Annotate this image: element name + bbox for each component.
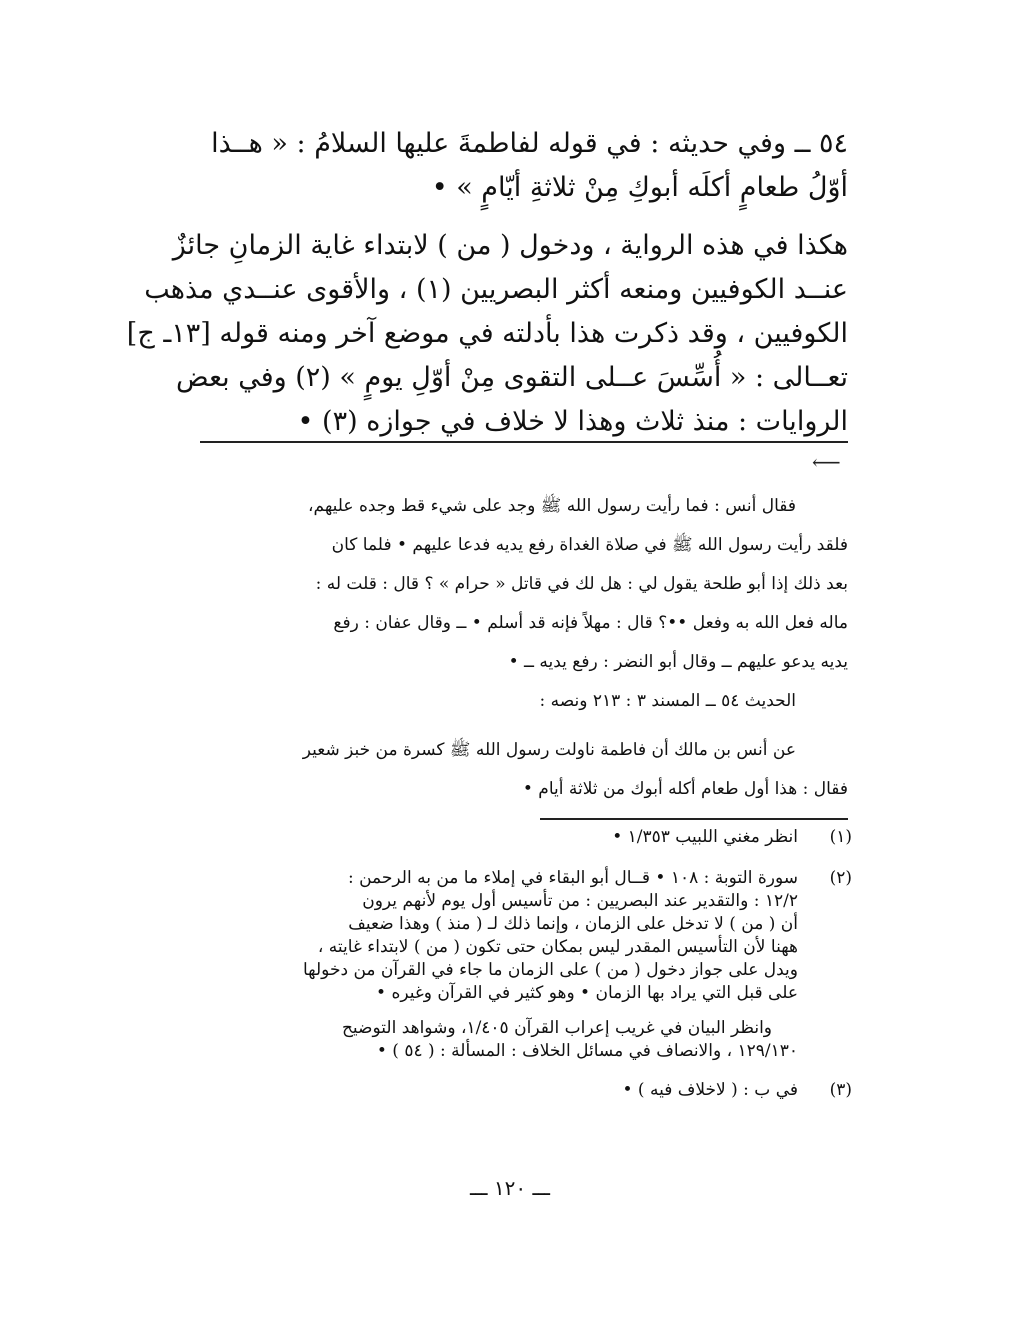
footnote — [200, 826, 852, 849]
hadith-line: فقال : هذا أول طعام أكله أبوك من ثلاثة أيام • — [522, 779, 848, 799]
footnote-line: أن ( من ) لا تدخل على الزمان ، وإنما ذلك لـ ( منذ ) وهذا ضعيف — [348, 914, 798, 934]
footnote-divider — [540, 818, 848, 820]
footnote-line: سورة التوبة : ١٠٨ • قــال أبو البقاء في إملاء ما من به الرحمن : — [347, 868, 798, 888]
hadith-source: الحديث ٥٤ ــ المسند ٣ : ٢١٣ ونصه : — [539, 691, 796, 711]
main-line: الكوفيين ، وقد ذكرت هذا بأدلته في موضع آخر ومنه قوله [١٣ـ ج] — [126, 318, 848, 349]
main-line: هكذا في هذه الرواية ، ودخول ( من ) لابتداء غاية الزمانِ جائزٌ — [172, 230, 848, 261]
hadith-line: ماله فعل الله به وفعل ••؟ قال : مهلاً فإنه قد أسلم • ــ وقال عفان : رفع — [333, 613, 848, 633]
footnote-line: ١٢٩/١٣٠ ، والانصاف في مسائل الخلاف : المسألة : ( ٥٤ ) • — [376, 1041, 798, 1061]
footnote-number: (١) — [829, 827, 852, 847]
footnote-line: ويدل على جواز دخول ( من ) على الزمان ما جاء في القرآن من دخولها — [302, 960, 798, 980]
footnote-line: ههنا لأن التأسيس المقدر ليس بمكان حتى تكون ( من ) لابتداء غايته ، — [317, 937, 798, 957]
main-line: عنــد الكوفيين ومنعه أكثر البصريين (١) ، والأقوى عنــدي مذهب — [144, 274, 848, 305]
arrow-icon: ⟵ — [812, 450, 841, 474]
footnote-line: ١٢/٢ : والتقدير عند البصريين : من تأسيس أول يوم لأنهم يرون — [362, 891, 798, 911]
hadith-text — [200, 487, 848, 809]
footnote — [200, 1079, 852, 1102]
main-text — [126, 122, 848, 444]
hadith-line: عن أنس بن مالك أن فاطمة ناولت رسول الله ﷺ كسرة من خبز شعير — [302, 740, 796, 760]
footnote-line: انظر مغني اللبيب ١/٣٥٣ • — [612, 827, 798, 847]
main-line: ٥٤ ــ وفي حديثه : في قوله لفاطمةَ عليها السلامُ : « هــذا — [211, 128, 848, 159]
footnote-line: وانظر البيان في غريب إعراب القرآن ١/٤٠٥، وشواهد التوضيح — [341, 1018, 772, 1038]
main-line: الروايات : منذ ثلاث وهذا لا خلاف في جوازه (٣) • — [297, 406, 848, 437]
footnote-line: على قبل التي يراد بها الزمان • وهو كثير في القرآن وغيره • — [376, 983, 798, 1003]
main-line: أوّلُ طعامٍ أكلَه أبوكِ مِنْ ثلاثةِ أيّامٍ » • — [431, 172, 848, 203]
hadith-line: يديه يدعو عليهم ــ وقال أبو النضر : رفع يديه ــ • — [508, 652, 848, 672]
footnotes — [200, 826, 852, 1102]
footnote-line: في ب : ( لاخلاف فيه ) • — [622, 1080, 798, 1100]
main-line: تعــالى : « أُسِّسَ عــلى التقوى مِنْ أوّلِ يومٍ » (٢) وفي بعض — [176, 362, 848, 393]
footnote — [200, 867, 852, 1063]
page-number: ـــ ١٢٠ ـــ — [469, 1176, 551, 1200]
hadith-line: فلقد رأيت رسول الله ﷺ في صلاة الغداة رفع يديه فدعا عليهم • فلما كان — [331, 535, 848, 555]
hadith-line: فقال أنس : فما رأيت رسول الله ﷺ وجد على شيء قط وجده عليهم، — [308, 496, 796, 516]
hadith-line: بعد ذلك إذا أبو طلحة يقول لي : هل لك في قاتل « حرام » ؟ قال : قلت له : — [315, 574, 848, 594]
footnote-number: (٢) — [829, 868, 852, 888]
footnote-number: (٣) — [829, 1080, 852, 1100]
main-divider — [200, 441, 848, 443]
